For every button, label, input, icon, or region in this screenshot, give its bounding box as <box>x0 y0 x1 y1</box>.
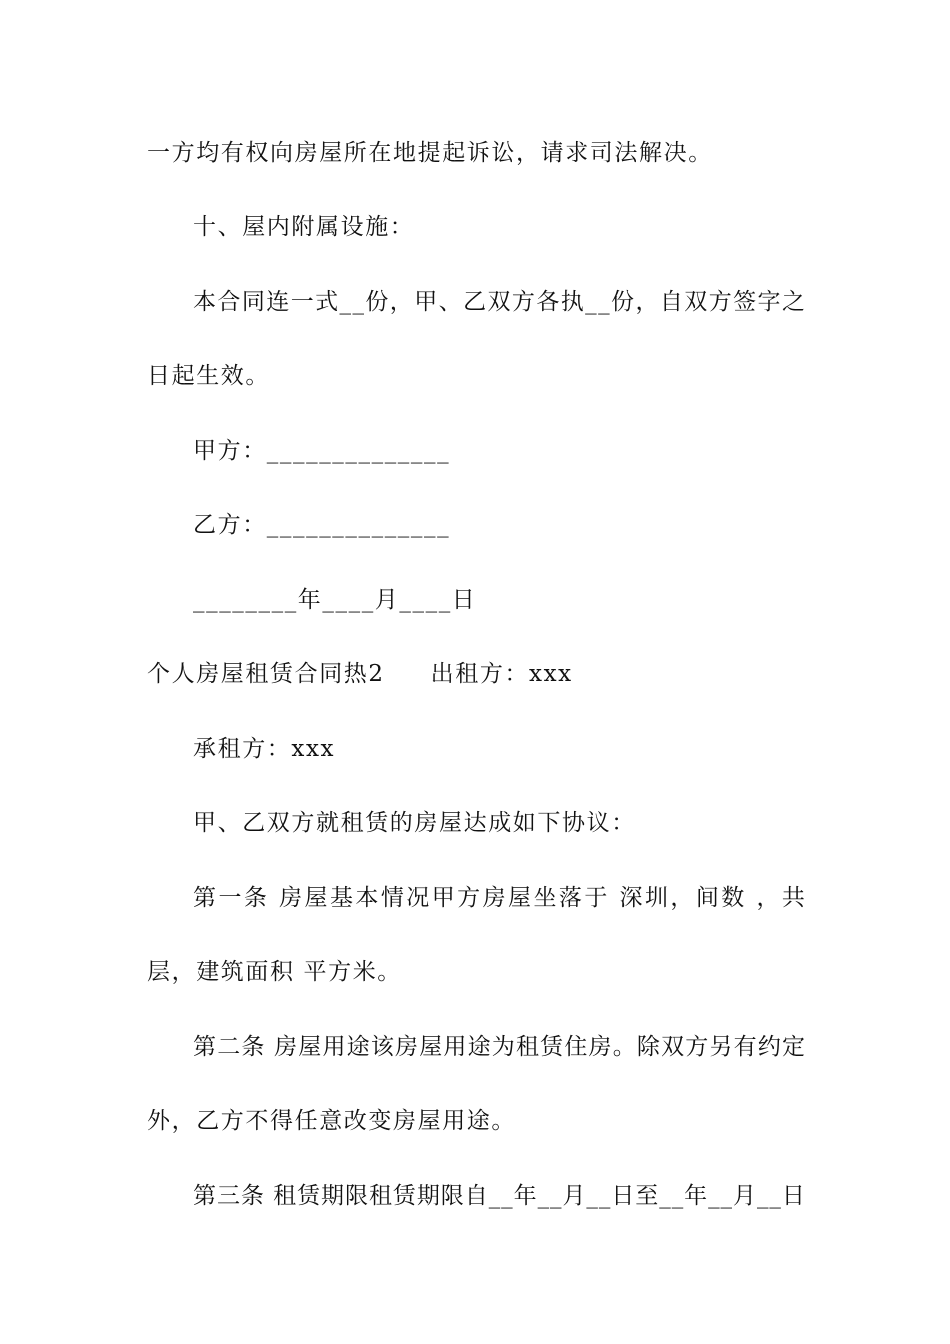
party-b-signature-line: 乙方：______________ <box>193 512 451 538</box>
article-line: 第 一 条 房 屋 基 本 情 况 甲 方 房 屋 坐 落 于 深 圳 ， 间 数 ， 共 <box>193 885 805 911</box>
contract-title: 个人房屋租赁合同热2 <box>147 661 385 687</box>
article-line: 第 二 条 房 屋 用 途 该 房 屋 用 途 为 租 赁 住 房 。 除 双 方 另 有 约 定 <box>193 1034 805 1060</box>
party-a-signature-line: 甲方：______________ <box>193 438 451 464</box>
paragraph-line: 甲、乙双方就租赁的房屋达成如下协议： <box>193 810 636 836</box>
contract-title-line <box>147 659 807 689</box>
article-line: 第 三 条 租 赁 期 限 租 赁 期 限 自 _ _ 年 _ _ 月 _ _ 日 至 _ _ 年 _ _ 月 _ _ 日 <box>193 1183 805 1209</box>
paragraph-line: 一方均有权向房屋所在地提起诉讼，请求司法解决。 <box>147 140 713 166</box>
section-heading: 十、屋内附属设施： <box>193 214 415 240</box>
paragraph-line: 层，建筑面积 平方米。 <box>147 959 402 985</box>
date-line: ________年____月____日 <box>193 587 477 613</box>
paragraph-line: 本 合 同 连 一 式 _ _ 份 ， 甲 、 乙 双 方 各 执 _ _ 份 ， 自 双 方 签 字 之 <box>193 289 805 315</box>
lessee-line: 承租方：xxx <box>193 736 336 762</box>
paragraph-line: 外，乙方不得任意改变房屋用途。 <box>147 1108 516 1134</box>
paragraph-line: 日起生效。 <box>147 363 270 389</box>
lessor-line: 出租方：xxx <box>430 661 573 687</box>
